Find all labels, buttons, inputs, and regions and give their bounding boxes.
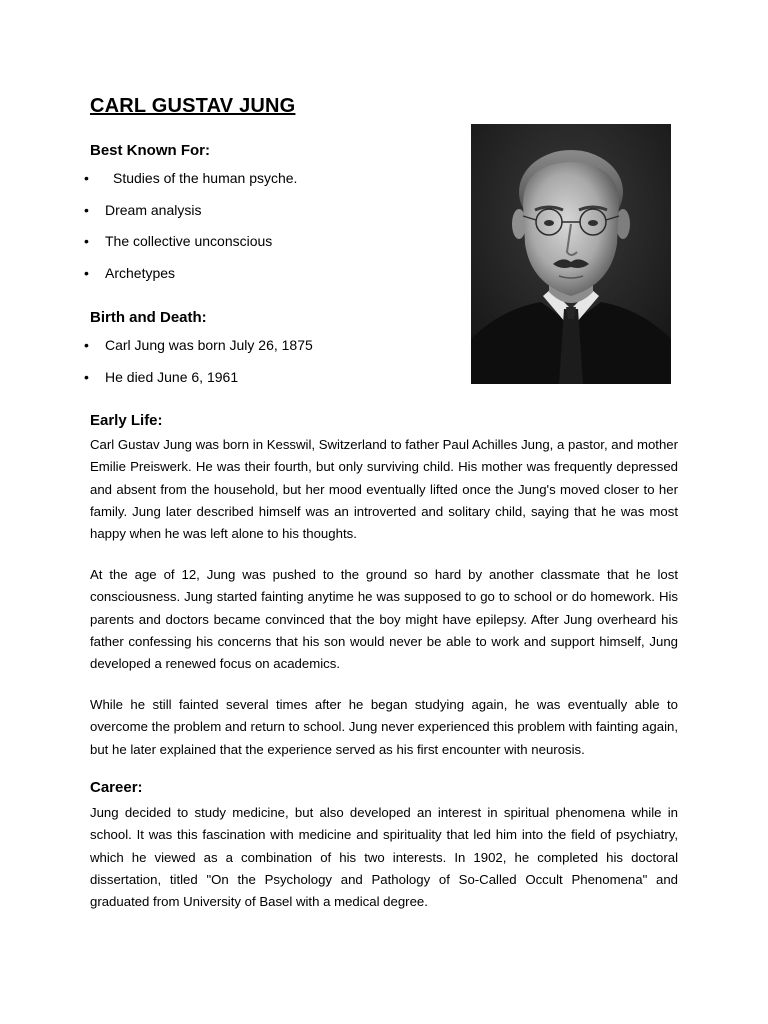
list-item-text: Dream analysis bbox=[105, 201, 202, 218]
list-item bbox=[0, 201, 420, 233]
early-life-heading: Early Life: bbox=[90, 412, 163, 429]
birth-and-death-list bbox=[0, 336, 420, 399]
bullet-icon: • bbox=[84, 337, 89, 353]
list-item bbox=[0, 336, 420, 368]
birth-and-death-heading: Birth and Death: bbox=[90, 309, 207, 326]
best-known-for-list bbox=[0, 169, 420, 295]
bullet-icon: • bbox=[84, 170, 89, 186]
early-life-paragraph-2: At the age of 12, Jung was pushed to the ground so hard by another classmate that he lost consciousness. Jung started fainting anytime he was supposed to go to school or do homework. His parents and doctors became convinced that the boy might have epilepsy. After Jung overheard his father confessing his concerns that his son would never be able to work and support himself, Jung developed a renewed focus on academics. bbox=[90, 567, 678, 672]
list-item bbox=[0, 232, 420, 264]
list-item-text: The collective unconscious bbox=[105, 233, 273, 249]
list-item-text: He died June 6, 1961 bbox=[105, 368, 239, 385]
list-item-text: Carl Jung was born July 26, 1875 bbox=[105, 337, 313, 353]
list-item bbox=[0, 264, 420, 296]
bullet-icon: • bbox=[84, 233, 89, 249]
portrait-photo bbox=[471, 124, 671, 384]
list-item bbox=[0, 368, 420, 400]
list-item-text: Archetypes bbox=[105, 264, 176, 281]
bullet-icon: • bbox=[84, 368, 89, 385]
list-item bbox=[0, 169, 420, 201]
bullet-icon: • bbox=[84, 264, 89, 281]
early-life-paragraph-3: While he still fainted several times after he began studying again, he was eventually able to overcome the problem and return to school. Jung never experienced this problem with fainting again, but he later explained that the experience served as his first encounter with neurosis. bbox=[90, 697, 678, 757]
document-title: CARL GUSTAV JUNG bbox=[90, 95, 296, 117]
best-known-for-heading: Best Known For: bbox=[90, 142, 210, 159]
list-item-text: Studies of the human psyche. bbox=[113, 170, 298, 186]
career-paragraph-1: Jung decided to study medicine, but also developed an interest in spiritual phenomena while in school. It was this fascination with medicine and spirituality that led him into the field of psychiatry, which he viewed as a combination of his two interests. In 1902, he completed his doctoral dissertation, titled "On the Psychology and Pathology of So-Called Occult Phenomena" and graduated from University of Basel with a medical degree. bbox=[90, 805, 678, 910]
early-life-paragraph-1: Carl Gustav Jung was born in Kesswil, Switzerland to father Paul Achilles Jung, a pastor, and mother Emilie Preiswerk. He was their fourth, but only surviving child. His mother was frequently depressed and absent from the household, but her mood eventually lifted once the Jung's moved closer to her family. Jung later described himself was an introverted and solitary child, saying that he was most happy when he was left alone to his thoughts. bbox=[90, 437, 678, 542]
career-heading: Career: bbox=[90, 779, 143, 796]
bullet-icon: • bbox=[84, 201, 89, 218]
